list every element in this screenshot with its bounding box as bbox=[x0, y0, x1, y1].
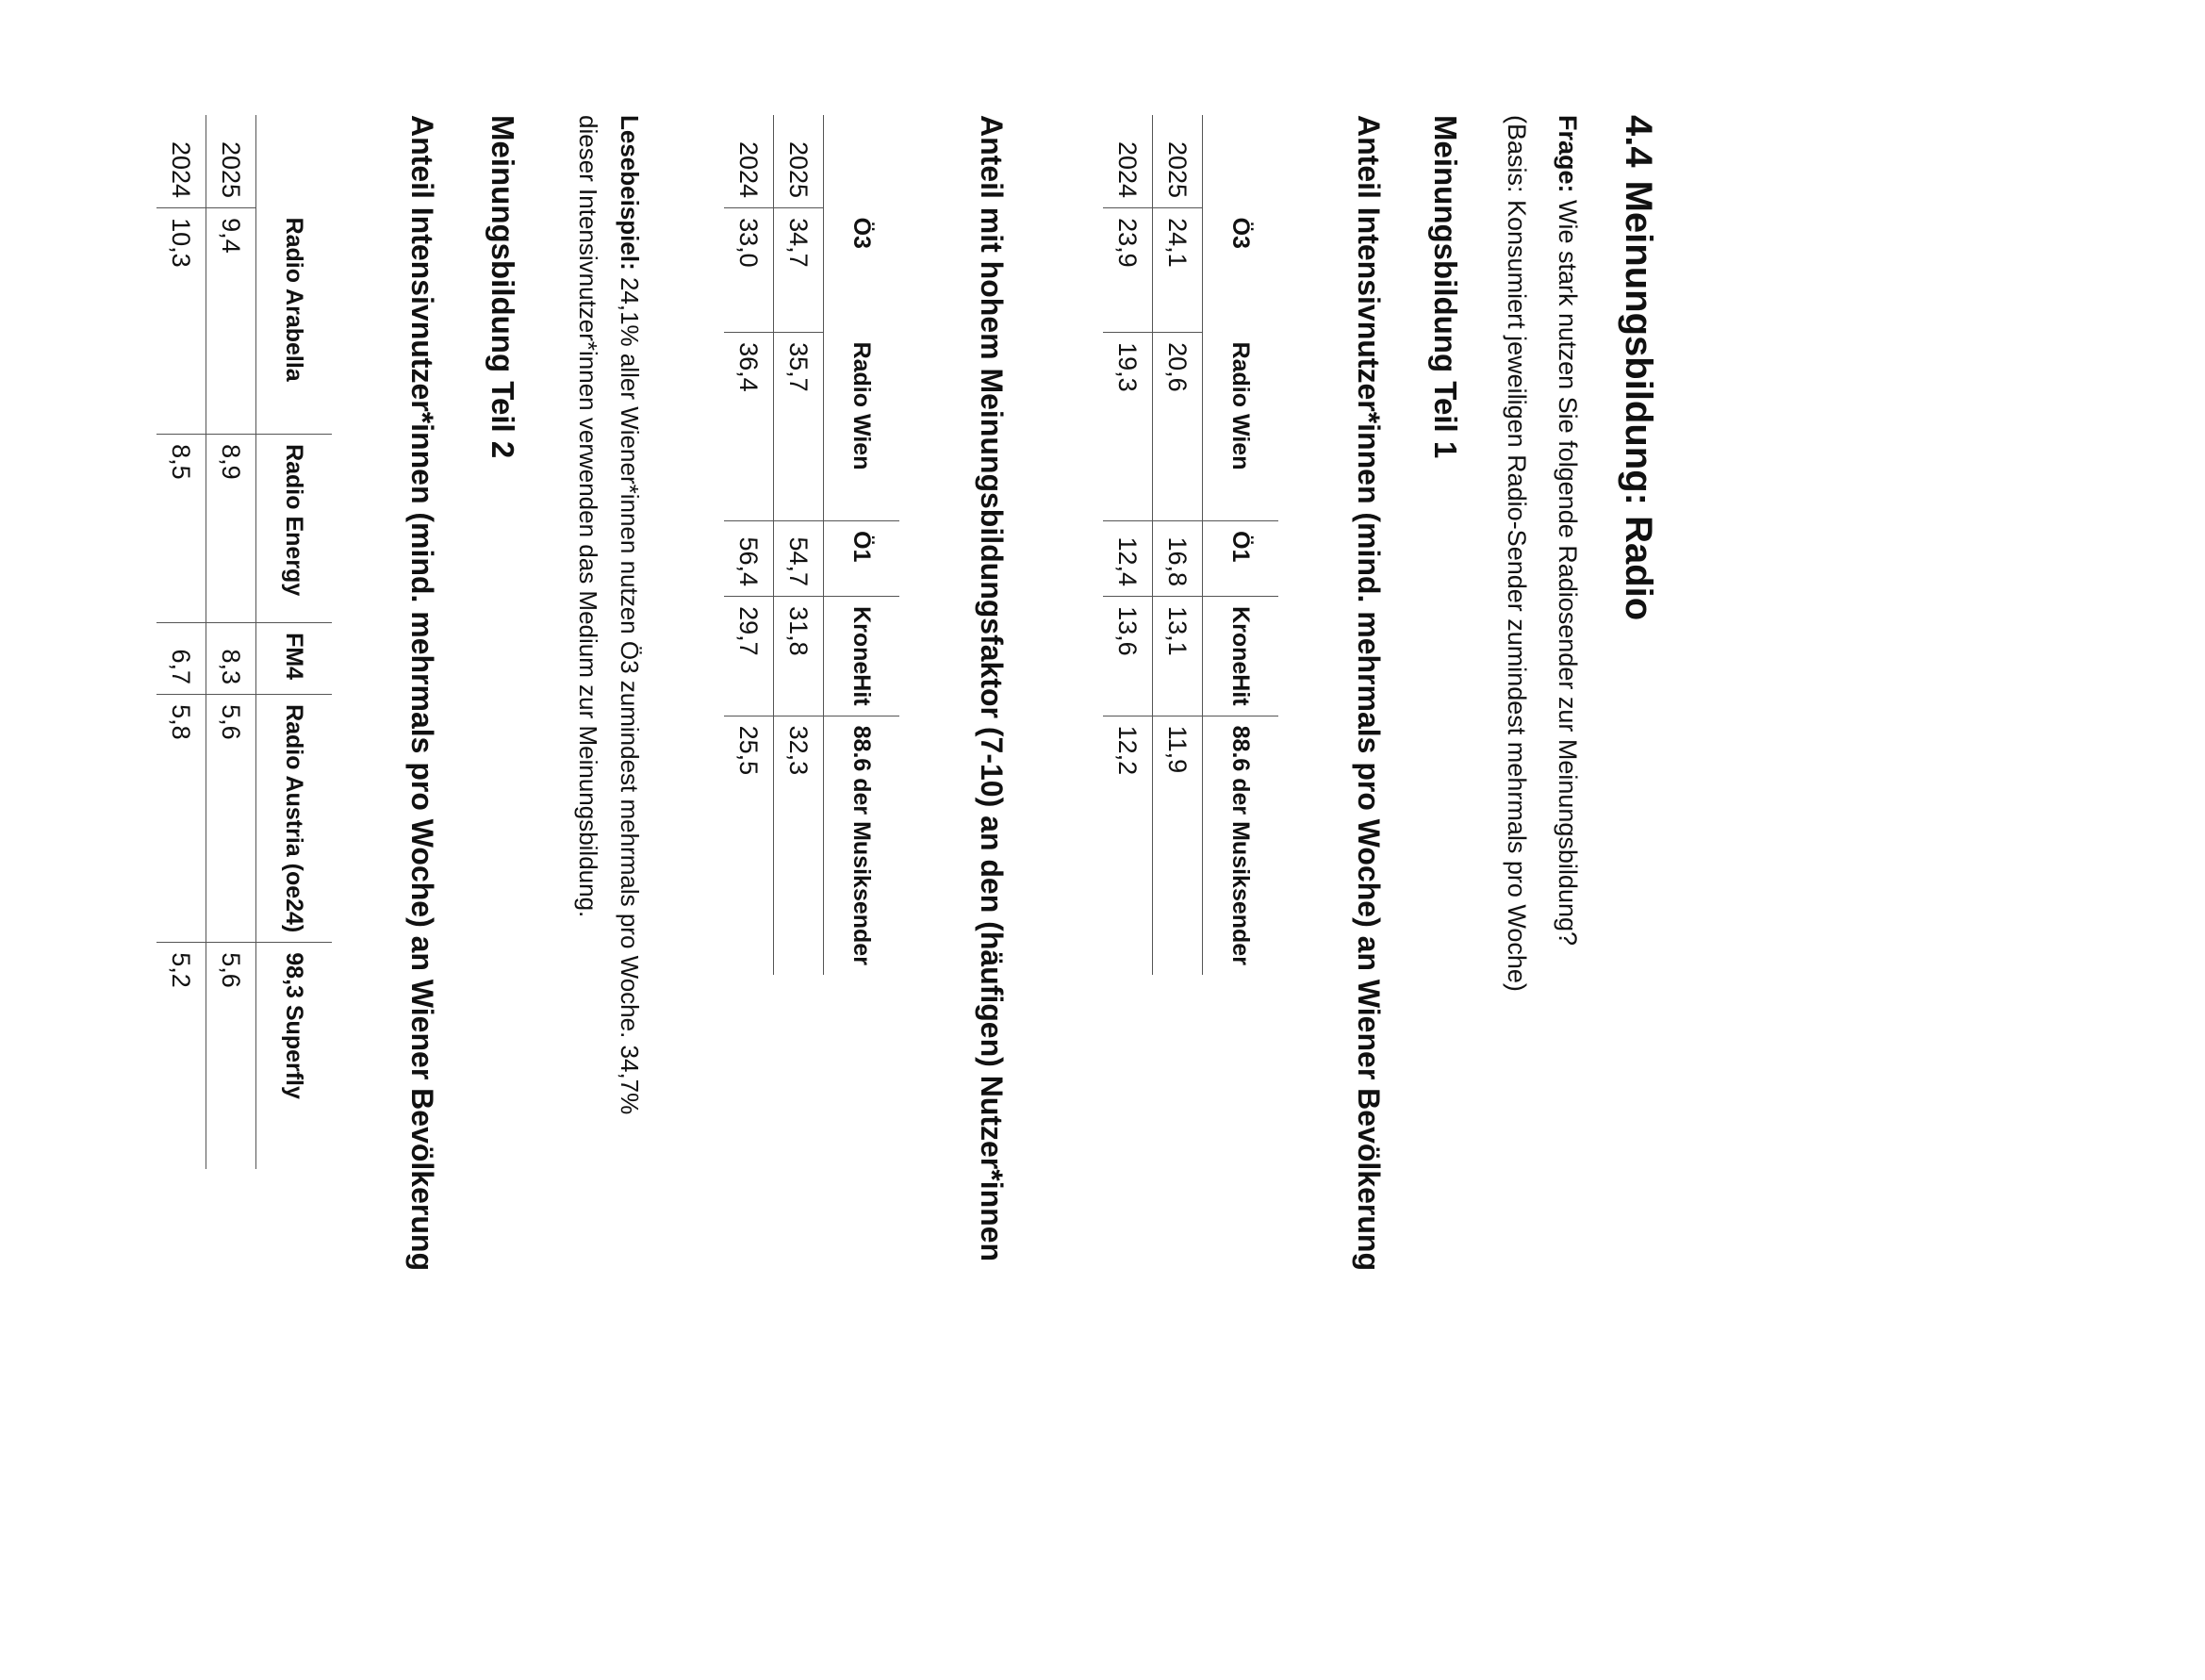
table-cell: 6,7 bbox=[156, 623, 206, 695]
part2-table1-caption: Anteil Intensivnutzer*innen (mind. mehrmals pro Woche) an Wiener Bevölkerung bbox=[405, 115, 439, 1271]
part1-heading: Meinungsbildung Teil 1 bbox=[1428, 115, 1463, 459]
part2-heading: Meinungsbildung Teil 2 bbox=[485, 115, 520, 459]
column-header: Radio Arabella bbox=[281, 217, 308, 382]
column-header: Ö3 bbox=[848, 217, 876, 249]
table-cell: 29,7 bbox=[724, 597, 774, 716]
table-cell: 10,3 bbox=[156, 208, 206, 435]
column-header: Radio Wien bbox=[848, 341, 876, 470]
reading-example-text: 24,1% aller Wiener*innen nutzen Ö3 zumindest mehrmals pro Woche. 34,7% dieser Intensivnutzer*innen verwenden das Medium zur Meinungsbildung. bbox=[574, 115, 644, 1115]
year-cell: 2024 bbox=[724, 115, 774, 208]
column-header: Ö3 bbox=[1227, 217, 1255, 249]
reading-example bbox=[568, 115, 650, 1180]
year-cell: 2025 bbox=[1153, 115, 1203, 208]
table-cell: 13,6 bbox=[1103, 597, 1153, 716]
question-line bbox=[1553, 115, 1582, 946]
table-header-row bbox=[1203, 115, 1279, 975]
column-header: Radio Wien bbox=[1227, 341, 1255, 470]
table-cell: 5,2 bbox=[156, 943, 206, 1169]
table-cell: 56,4 bbox=[724, 521, 774, 597]
table-cell: 24,1 bbox=[1153, 208, 1203, 333]
column-header: 98,3 Superfly bbox=[256, 943, 333, 1169]
table-row bbox=[774, 115, 824, 975]
table-cell: 8,5 bbox=[156, 435, 206, 623]
table-cell: 12,2 bbox=[1103, 716, 1153, 975]
column-header: KroneHit bbox=[824, 597, 900, 716]
part1-table2 bbox=[724, 115, 899, 975]
table-row bbox=[1153, 115, 1203, 975]
table-cell: 32,3 bbox=[774, 716, 824, 975]
table-cell: 34,7 bbox=[774, 208, 824, 333]
table-row bbox=[206, 115, 256, 1169]
column-header: Ö1 bbox=[1203, 521, 1279, 597]
year-cell: 2024 bbox=[1103, 115, 1153, 208]
rotated-content bbox=[0, 115, 1659, 1680]
table-cell: 20,6 bbox=[1153, 333, 1203, 521]
year-cell: 2025 bbox=[774, 115, 824, 208]
column-header: Radio Austria (oe24) bbox=[256, 695, 333, 943]
column-header: 88.6 der Musiksender bbox=[824, 716, 900, 975]
section-title bbox=[1617, 115, 1659, 620]
table-cell: 54,7 bbox=[774, 521, 824, 597]
year-cell: 2024 bbox=[156, 115, 206, 208]
section-number: 4.4 bbox=[1618, 115, 1659, 168]
year-cell: 2025 bbox=[206, 115, 256, 208]
question-text: Wie stark nutzen Sie folgende Radiosender zur Meinungsbildung? bbox=[1554, 192, 1582, 947]
table-row bbox=[1103, 115, 1153, 975]
table-cell: 35,7 bbox=[774, 333, 824, 521]
year-header bbox=[824, 115, 900, 208]
table-cell: 8,9 bbox=[206, 435, 256, 623]
table-row bbox=[156, 115, 206, 1169]
table-header-row bbox=[824, 115, 900, 975]
reading-example-label: Lesebeispiel: bbox=[616, 115, 644, 271]
table-cell: 11,9 bbox=[1153, 716, 1203, 975]
table-cell: 23,9 bbox=[1103, 208, 1153, 333]
table-cell: 36,4 bbox=[724, 333, 774, 521]
basis-line: (Basis: Konsumiert jeweiligen Radio-Sender zumindest mehrmals pro Woche) bbox=[1503, 115, 1531, 992]
table-cell: 33,0 bbox=[724, 208, 774, 333]
column-header: FM4 bbox=[256, 623, 333, 695]
section-title-text: Meinungsbildung: Radio bbox=[1618, 180, 1659, 621]
table-cell: 5,6 bbox=[206, 943, 256, 1169]
table-cell: 25,5 bbox=[724, 716, 774, 975]
column-header: Ö1 bbox=[824, 521, 900, 597]
column-header: 88.6 der Musiksender bbox=[1203, 716, 1279, 975]
table-row bbox=[724, 115, 774, 975]
table-cell: 8,3 bbox=[206, 623, 256, 695]
column-header: Radio Energy bbox=[256, 435, 333, 623]
part1-table2-caption: Anteil mit hohem Meinungsbildungsfaktor (7-10) an den (häufigen) Nutzer*innen bbox=[975, 115, 1009, 1262]
table-cell: 5,6 bbox=[206, 695, 256, 943]
table-cell: 16,8 bbox=[1153, 521, 1203, 597]
table-cell: 19,3 bbox=[1103, 333, 1153, 521]
part1-table1-caption: Anteil Intensivnutzer*innen (mind. mehrmals pro Woche) an Wiener Bevölkerung bbox=[1352, 115, 1386, 1271]
question-label: Frage: bbox=[1554, 115, 1582, 193]
table-cell: 12,4 bbox=[1103, 521, 1153, 597]
table-cell: 9,4 bbox=[206, 208, 256, 435]
year-header bbox=[256, 115, 333, 208]
column-header: KroneHit bbox=[1203, 597, 1279, 716]
table-cell: 5,8 bbox=[156, 695, 206, 943]
part2-table1 bbox=[156, 115, 332, 1169]
table-header-row bbox=[256, 115, 333, 1169]
table-cell: 13,1 bbox=[1153, 597, 1203, 716]
table-cell: 31,8 bbox=[774, 597, 824, 716]
year-header bbox=[1203, 115, 1279, 208]
part1-table1 bbox=[1103, 115, 1278, 975]
